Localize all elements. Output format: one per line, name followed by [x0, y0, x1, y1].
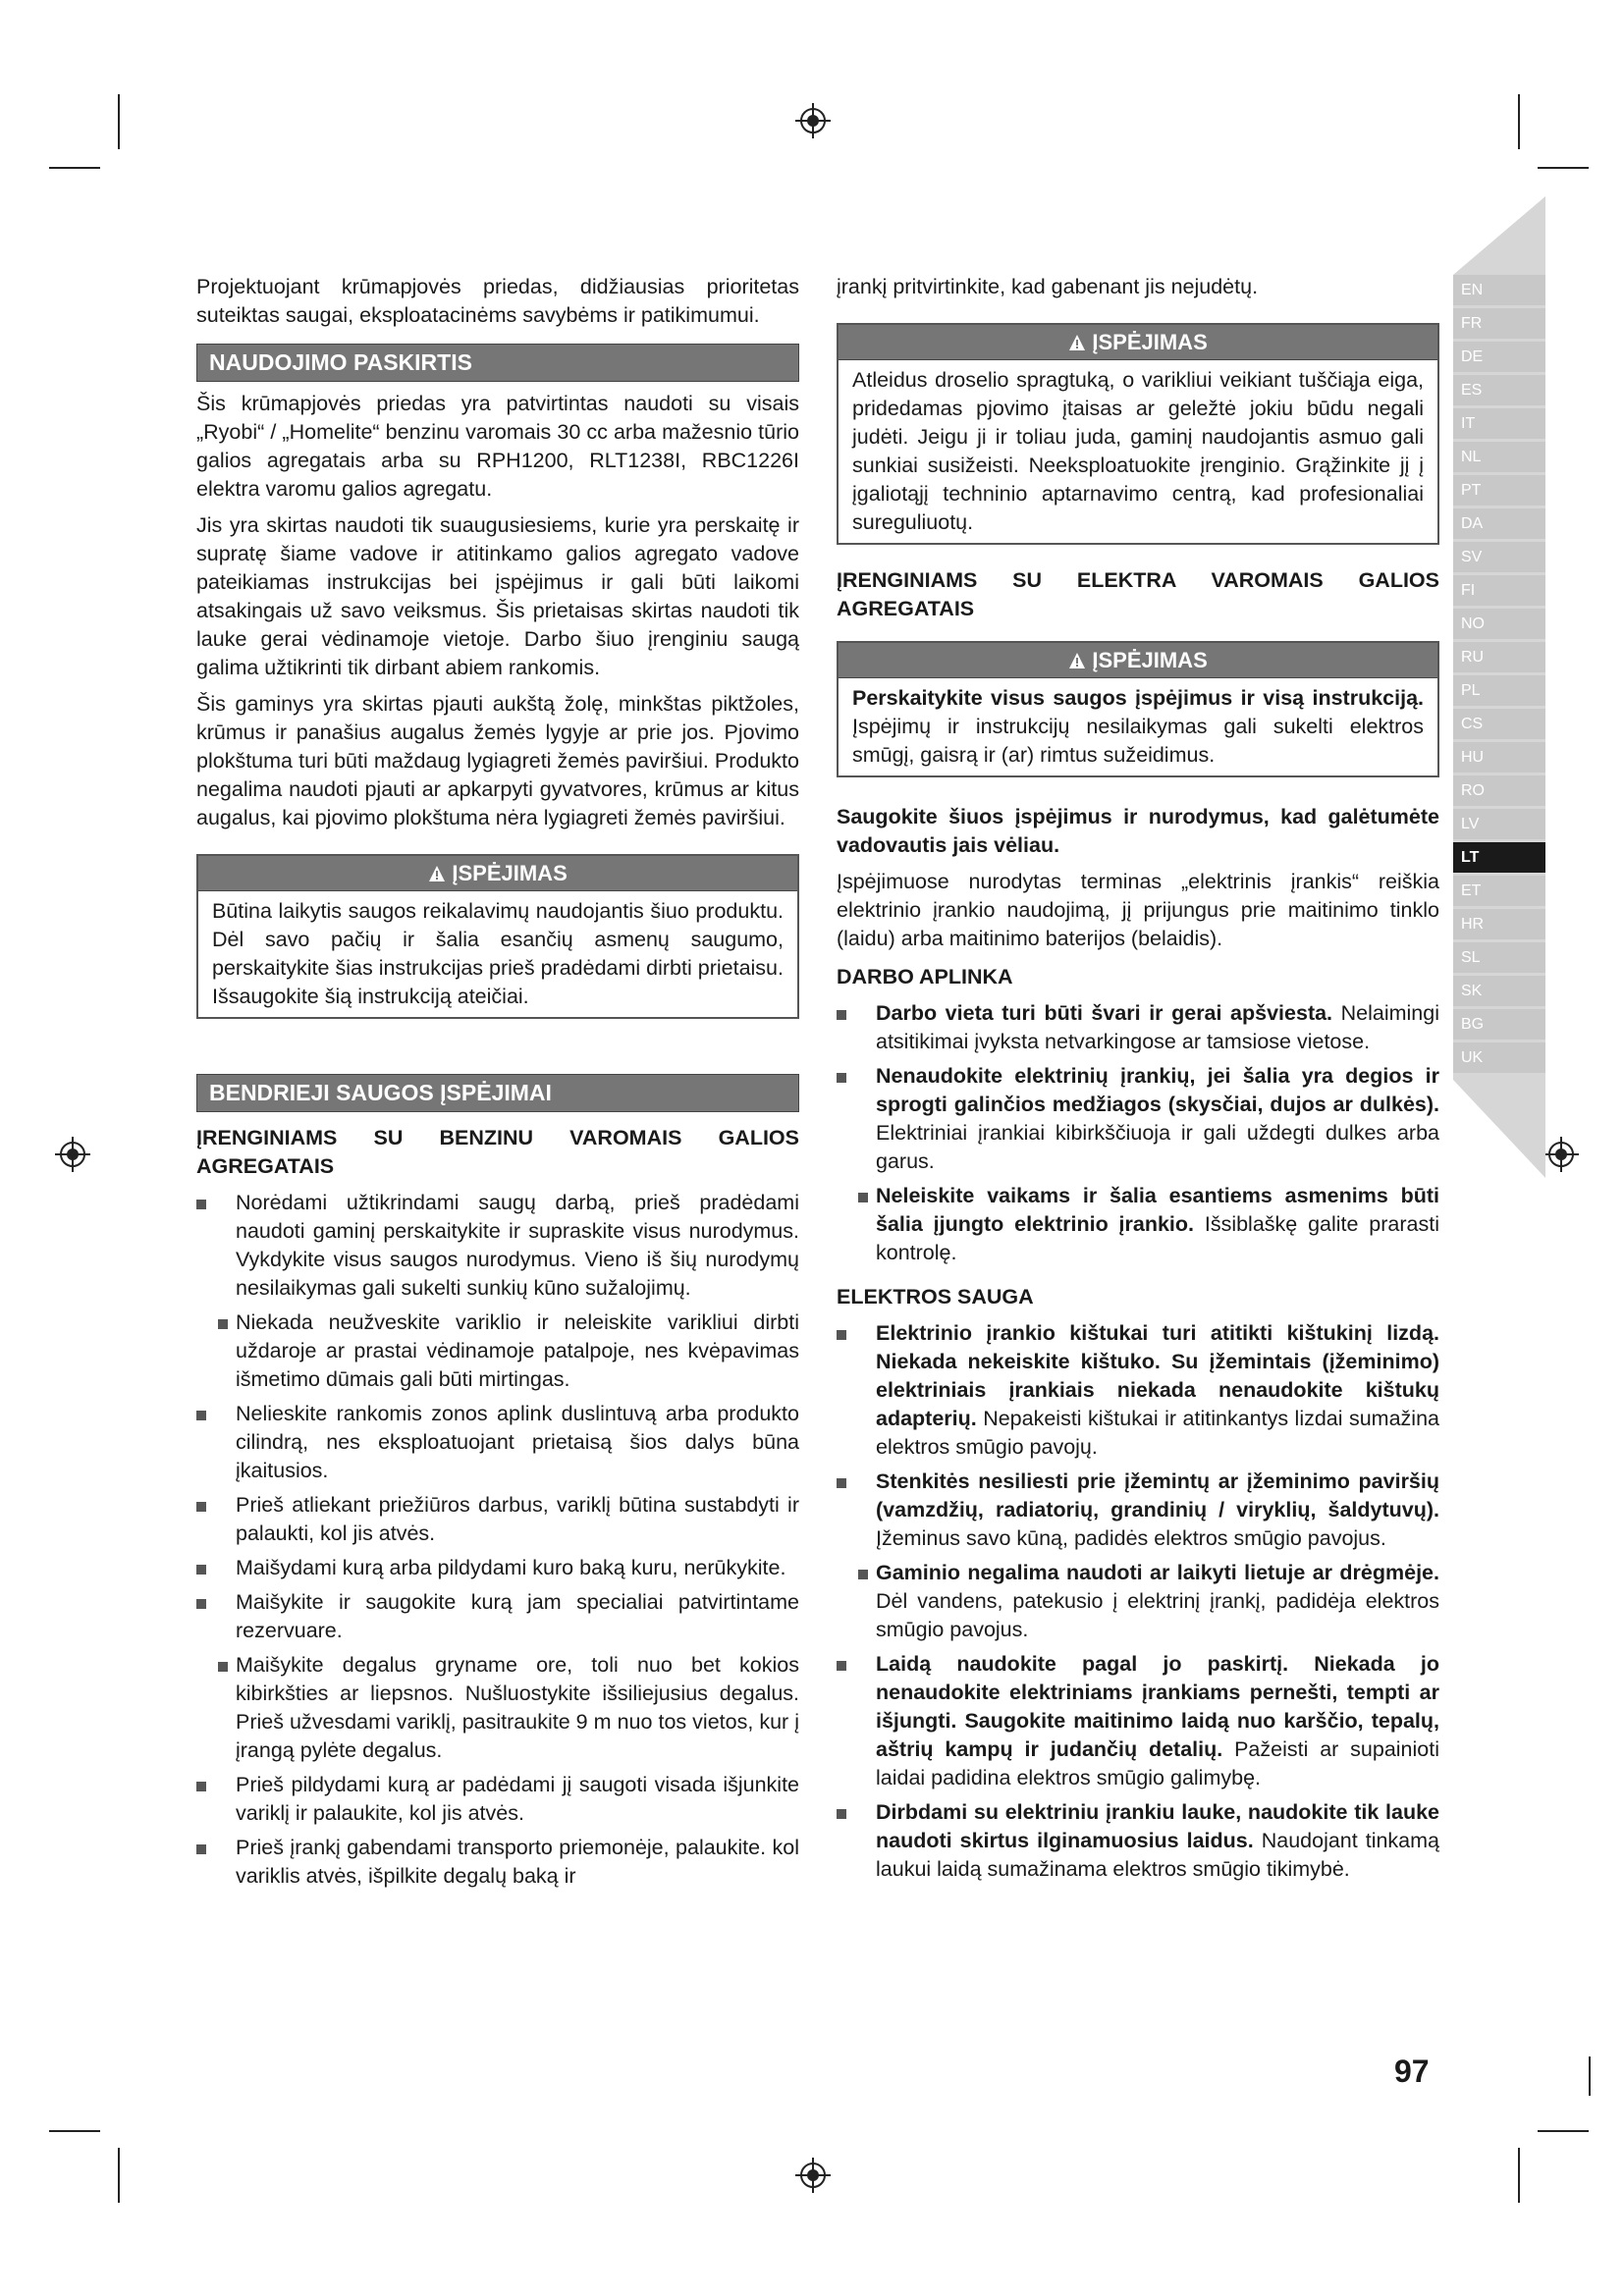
list-item: Prieš įrankį gabendami transporto priemonėje, palaukite. kol variklis atvės, išpilkite degalų baką ir [196, 1834, 799, 1891]
intro-paragraph: Projektuojant krūmapjovės priedas, didžiausias prioritetas suteiktas saugai, eksploatacinėms savybėms ir patikimumui. [196, 275, 799, 327]
electrical-safety-list [837, 1319, 1439, 1884]
work-area-list [837, 999, 1439, 1267]
warning-triangle-icon [1068, 334, 1086, 351]
list-item: Maišykite degalus gryname ore, toli nuo bet kokios kibirkšties ar liepsnos. Nušluostykite išsiliejusius degalus. Prieš užvesdami variklį, pasitraukite 9 m nuo tos vietos, kur į įrangą pylėte degalus. [196, 1651, 799, 1765]
list-item: Maišydami kurą arba pildydami kuro baką kuru, nerūkykite. [196, 1554, 799, 1582]
list-item: Nelieskite rankomis zonos aplink duslintuvą arba produkto cilindrą, nes eksploatuojant prietaisą šios dalys būna įkaitusios. [196, 1400, 799, 1485]
list-item-text: Įžeminus savo kūną, padidės elektros smūgio pavojus. [876, 1526, 1386, 1550]
list-item-text: Pažeisti ar supainioti laidai padidina elektros smūgio galimybę. [876, 1737, 1439, 1789]
warning-text: Atleidus droselio spragtuką, o varikliui veikiant tuščiąja eiga, pridedamas pjovimo įtaisas ar geležtė jokiu būdu negali judėti. Jeigu ji ir toliau juda, gaminį naudojantis asmuo gali sunkiai susižeisti. Neeksploatuokite įrenginio. Grąžinkite jį į įgaliotąjį techninio aptarnavimo centrą, kad profesionaliai sureguliuotų. [852, 368, 1424, 534]
tab-sk[interactable]: SK [1453, 976, 1545, 1006]
language-tabs [1453, 275, 1545, 1076]
tab-it[interactable]: IT [1453, 408, 1545, 439]
list-item-bold: Neleiskite vaikams ir šalia esantiems asmenims būti šalia įjungto elektrinio įrankio. [876, 1184, 1439, 1236]
keep-instructions-note: Saugokite šiuos įspėjimus ir nurodymus, kad galėtumėte vadovautis jais vėliau. [837, 805, 1439, 857]
warning-title: ĮSPĖJIMAS [1092, 330, 1208, 354]
list-item [837, 1650, 1439, 1792]
list-item-text: Nepakeisti kištukai ir atitinkantys lizdai sumažina elektros smūgio pavojų. [876, 1407, 1439, 1459]
list-item [837, 1468, 1439, 1553]
tab-lv[interactable]: LV [1453, 809, 1545, 839]
list-item-text: Išsiblaškę galite prarasti kontrolę. [876, 1212, 1439, 1264]
warning-box [196, 854, 799, 1019]
warning-header [839, 325, 1437, 360]
list-item-text: Nelaimingi atsitikimai įvyksta netvarkingose ar tamsiose vietose. [876, 1001, 1439, 1053]
warning-text: Būtina laikytis saugos reikalavimų naudojantis šiuo produktu. Dėl savo pačių ir šalia esančių asmenų saugumo, perskaitykite šias instrukcijas prieš pradėdami dirbti prietaisu. Išsaugokite šią instrukciją ateičiai. [212, 899, 784, 1008]
subheading-petrol: ĮRENGINIAMS SU BENZINU VAROMAIS GALIOS AGREGATAIS [196, 1126, 799, 1178]
crop-mark [1518, 94, 1520, 149]
crop-mark [1538, 2130, 1589, 2132]
warning-triangle-icon [428, 865, 446, 882]
warning-title: ĮSPĖJIMAS [1092, 648, 1208, 672]
warning-header [839, 643, 1437, 678]
list-item [837, 1182, 1439, 1267]
tab-es[interactable]: ES [1453, 375, 1545, 405]
tab-sv[interactable]: SV [1453, 542, 1545, 572]
crop-mark [49, 167, 100, 169]
warning-bold-text: Perskaitykite visus saugos įspėjimus ir visą instrukciją. [852, 686, 1424, 710]
tab-da[interactable]: DA [1453, 508, 1545, 539]
list-item: Norėdami užtikrindami saugų darbą, prieš pradėdami naudoti gaminį perskaitykite ir supraskite visus nurodymus. Vykdykite visus saugos nurodymus. Vieno iš šių nurodymų nesilaikymas gali sukelti sunkių kūno sužalojimų. [196, 1189, 799, 1303]
list-item [837, 1559, 1439, 1644]
tab-ru[interactable]: RU [1453, 642, 1545, 672]
crop-mark [118, 94, 120, 149]
warning-box [837, 641, 1439, 777]
crop-mark [1589, 2056, 1591, 2096]
list-item: Niekada neužveskite variklio ir neleiskite varikliui dirbti uždaroje ar prastai vėdinamoje patalpoje, nes kvėpavimas išmetimo dūmais gali būti mirtingas. [196, 1308, 799, 1394]
list-item-bold: Nenaudokite elektrinių įrankių, jei šalia yra degios ir sprogti galinčios medžiagos (skysčiai, dujos ar dulkės). [876, 1064, 1439, 1116]
list-item: Prieš pildydami kurą ar padėdami jį saugoti visada išjunkite variklį ir palaukite, kol jis atvės. [196, 1771, 799, 1828]
tab-hr[interactable]: HR [1453, 909, 1545, 939]
tab-fi[interactable]: FI [1453, 575, 1545, 606]
tab-nl[interactable]: NL [1453, 442, 1545, 472]
list-item-bold: Elektrinio įrankio kištukai turi atitikti kištukinį lizdą. Niekada nekeiskite kištuko. Su įžemintais (įžeminimo) elektriniais įrankiais niekada nenaudokite kištukų adapterių. [876, 1321, 1439, 1430]
tab-cs[interactable]: CS [1453, 709, 1545, 739]
registration-mark-icon [795, 103, 831, 138]
list-item-text: Dėl vandens, patekusio į elektrinį įrankį, padidėja elektros smūgio pavojus. [876, 1589, 1439, 1641]
tab-hu[interactable]: HU [1453, 742, 1545, 773]
warning-plain-text: Įspėjimų ir instrukcijų nesilaikymas gali sukelti elektros smūgį, gaisrą ir (ar) rimtus sužeidimus. [852, 715, 1424, 767]
list-item [837, 999, 1439, 1056]
crop-mark [49, 2130, 100, 2132]
tab-ro[interactable]: RO [1453, 775, 1545, 806]
tab-bg[interactable]: BG [1453, 1009, 1545, 1040]
tab-en[interactable]: EN [1453, 275, 1545, 305]
right-column [837, 273, 1439, 1890]
crop-mark [1538, 167, 1589, 169]
list-item: Prieš atliekant priežiūros darbus, variklį būtina sustabdyti ir palaukti, kol jis atvės. [196, 1491, 799, 1548]
tab-de[interactable]: DE [1453, 342, 1545, 372]
subheading-electrical-safety: ELEKTROS SAUGA [837, 1285, 1034, 1308]
crop-mark [1518, 2148, 1520, 2203]
continued-paragraph: įrankį pritvirtinkite, kad gabenant jis nejudėtų. [837, 275, 1259, 298]
list-item [837, 1319, 1439, 1462]
list-item-text: Elektriniai įrankiai kibirkščiuoja ir gali uždegti dulkes arba garus. [876, 1121, 1439, 1173]
list-item-bold: Gaminio negalima naudoti ar laikyti lietuje ar drėgmėje. [876, 1561, 1439, 1584]
tab-pl[interactable]: PL [1453, 675, 1545, 706]
registration-mark-icon [795, 2158, 831, 2193]
subheading-electric: ĮRENGINIAMS SU ELEKTRA VAROMAIS GALIOS AGREGATAIS [837, 568, 1439, 620]
list-item-bold: Dirbdami su elektriniu įrankiu lauke, naudokite tik lauke naudoti skirtus ilginamuosius laidus. [876, 1800, 1439, 1852]
term-definition-paragraph: Įspėjimuose nurodytas terminas „elektrinis įrankis“ reiškia elektrinio įrankio naudojimą, jį prijungus prie maitinimo tinklo (laidu) arba maitinimo baterijos (belaidis). [837, 870, 1439, 950]
registration-mark-icon [55, 1137, 90, 1172]
tab-fr[interactable]: FR [1453, 308, 1545, 339]
warning-triangle-icon [1068, 652, 1086, 669]
usage-paragraph: Šis krūmapjovės priedas yra patvirtintas naudoti su visais „Ryobi“ / „Homelite“ benzinu varomais 30 cc arba mažesnio tūrio galios agregatais arba su RPH1200, RLT1238I, RBC1226I elektra varomu galios agregatu. [196, 392, 799, 501]
tab-no[interactable]: NO [1453, 609, 1545, 639]
section-heading-usage: NAUDOJIMO PASKIRTIS [196, 344, 799, 382]
subheading-work-area: DARBO APLINKA [837, 965, 1013, 988]
tab-lt[interactable]: LT [1453, 842, 1545, 873]
registration-mark-icon [1543, 1137, 1579, 1172]
tab-sl[interactable]: SL [1453, 942, 1545, 973]
usage-paragraph: Šis gaminys yra skirtas pjauti aukštą žolę, minkštas piktžoles, krūmus ir panašius augalus žemės lygyje ar prie jos. Pjovimo plokštuma turi būti maždaug lygiagreti žemės paviršiui. Produkto negalima naudoti pjauti ar apkarpyti gyvatvores, krūmus ar kitus augalus, kai pjovimo plokštuma nėra lygiagreti žemės paviršiui. [196, 692, 799, 829]
usage-paragraph: Jis yra skirtas naudoti tik suaugusiesiems, kurie yra perskaitę ir supratę šiame vadove ir atitinkamo galios agregato vadove pateikiamas instrukcijas bei įspėjimus ir gali būti laikomi atsakingais už savo veiksmus. Šis prietaisas skirtas naudoti tik lauke gerai vėdinamoje vietoje. Darbo šiuo įrenginiu saugą galima užtikrinti tik dirbant abiem rankomis. [196, 513, 799, 679]
warning-box [837, 323, 1439, 545]
tab-pt[interactable]: PT [1453, 475, 1545, 506]
tab-et[interactable]: ET [1453, 876, 1545, 906]
crop-mark [118, 2148, 120, 2203]
list-item-bold: Stenkitės nesiliesti prie įžemintų ar įžeminimo paviršių (vamzdžių, radiatorių, grandinių / viryklių, šaldytuvų). [876, 1469, 1439, 1522]
list-item-bold: Darbo vieta turi būti švari ir gerai apšviesta. [876, 1001, 1333, 1025]
section-heading-general-safety: BENDRIEJI SAUGOS ĮSPĖJIMAI [196, 1074, 799, 1112]
list-item-bold: Laidą naudokite pagal jo paskirtį. Niekada jo nenaudokite elektriniams įrankiams pernešti, tempti ar išjungti. Saugokite maitinimo laidą nuo karščio, tepalų, aštrių kampų ir judančių detalių. [876, 1652, 1439, 1761]
list-item-text: Naudojant tinkamą laukui laidą sumažinama elektros smūgio tikimybė. [876, 1829, 1440, 1881]
warning-header [198, 856, 797, 891]
warning-title: ĮSPĖJIMAS [452, 861, 568, 885]
list-item [837, 1798, 1439, 1884]
petrol-safety-list [196, 1189, 799, 1891]
list-item: Maišykite ir saugokite kurą jam specialiai patvirtintame rezervuare. [196, 1588, 799, 1645]
warning-text [839, 678, 1437, 775]
page-number: 97 [1394, 2054, 1430, 2089]
list-item [837, 1062, 1439, 1176]
tab-uk[interactable]: UK [1453, 1042, 1545, 1073]
left-column [196, 273, 799, 1896]
